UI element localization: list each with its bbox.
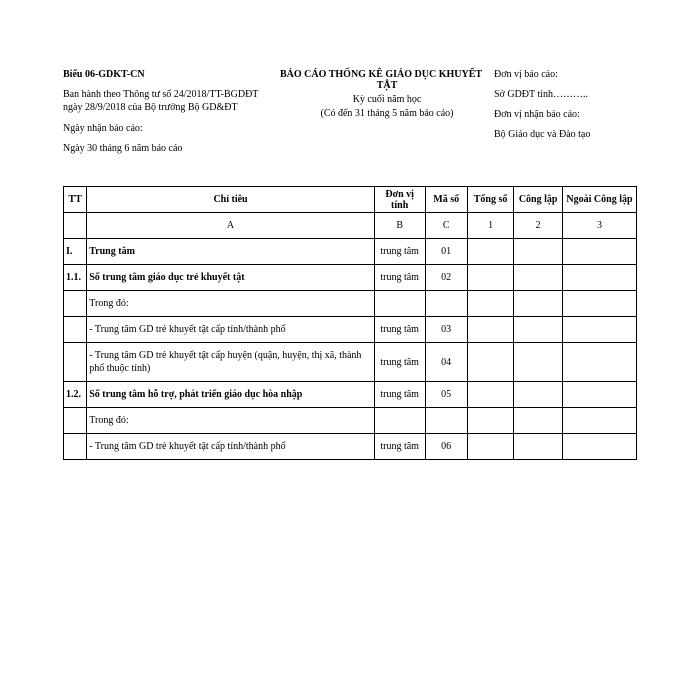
row-indicator: Trong đó: — [87, 408, 375, 434]
col-header-tt: TT — [64, 187, 87, 213]
row-non-public-cell[interactable] — [562, 317, 636, 343]
row-indicator: - Trung tâm GD trẻ khuyết tật cấp tỉnh/thành phố — [87, 434, 375, 460]
row-code: 01 — [425, 239, 467, 265]
row-public-cell[interactable] — [514, 291, 563, 317]
row-code: 05 — [425, 382, 467, 408]
row-unit: trung tâm — [374, 317, 425, 343]
row-tt — [64, 408, 87, 434]
issued-line-2: ngày 28/9/2018 của Bộ trưởng Bộ GD&ĐT — [63, 102, 238, 113]
table-subheader-row — [64, 213, 637, 239]
row-public-cell[interactable] — [514, 408, 563, 434]
table-row — [64, 265, 637, 291]
table-header-row — [64, 187, 637, 213]
row-public-cell[interactable] — [514, 343, 563, 382]
reporting-unit-value: Sở GDĐT tỉnh……….. — [494, 89, 588, 100]
row-total-cell[interactable] — [467, 265, 514, 291]
table-row — [64, 408, 637, 434]
row-tt: I. — [64, 239, 87, 265]
row-non-public-cell[interactable] — [562, 343, 636, 382]
receiving-unit-value: Bộ Giáo dục và Đào tạo — [494, 129, 591, 140]
row-indicator: Trong đó: — [87, 291, 375, 317]
report-period: Kỳ cuối năm học — [352, 94, 422, 105]
col-header-non-public: Ngoài Công lập — [562, 187, 636, 213]
subheader-tt — [64, 213, 87, 239]
receive-date-label: Ngày nhận báo cáo: — [63, 123, 143, 134]
row-non-public-cell[interactable] — [562, 265, 636, 291]
row-tt — [64, 317, 87, 343]
row-code — [425, 291, 467, 317]
row-total-cell[interactable] — [467, 291, 514, 317]
issued-line-1: Ban hành theo Thông tư số 24/2018/TT-BGDĐT — [63, 89, 259, 100]
report-period-note: (Có đến 31 tháng 5 năm báo cáo) — [320, 108, 454, 119]
row-non-public-cell[interactable] — [562, 434, 636, 460]
col-header-unit: Đơn vị tính — [374, 187, 425, 213]
row-indicator: Số trung tâm hỗ trợ, phát triển giáo dục hòa nhập — [87, 382, 375, 408]
table-row — [64, 434, 637, 460]
row-public-cell[interactable] — [514, 239, 563, 265]
row-unit — [374, 408, 425, 434]
table-row — [64, 382, 637, 408]
form-code: Biểu 06-GDKT-CN — [63, 69, 145, 80]
report-table — [63, 186, 637, 460]
row-total-cell[interactable] — [467, 239, 514, 265]
row-unit: trung tâm — [374, 343, 425, 382]
row-code: 03 — [425, 317, 467, 343]
row-non-public-cell[interactable] — [562, 382, 636, 408]
row-total-cell[interactable] — [467, 382, 514, 408]
row-tt: 1.1. — [64, 265, 87, 291]
subheader-total: 1 — [467, 213, 514, 239]
subheader-non-public: 3 — [562, 213, 636, 239]
row-total-cell[interactable] — [467, 434, 514, 460]
receive-date-value: Ngày 30 tháng 6 năm báo cáo — [63, 143, 183, 154]
row-unit: trung tâm — [374, 239, 425, 265]
row-total-cell[interactable] — [467, 408, 514, 434]
row-tt: 1.2. — [64, 382, 87, 408]
row-unit: trung tâm — [374, 265, 425, 291]
row-indicator: - Trung tâm GD trẻ khuyết tật cấp huyện (quận, huyện, thị xã, thành phố thuộc tỉnh) — [87, 343, 375, 382]
row-non-public-cell[interactable] — [562, 408, 636, 434]
row-tt — [64, 291, 87, 317]
row-public-cell[interactable] — [514, 382, 563, 408]
table-row — [64, 343, 637, 382]
row-indicator: Số trung tâm giáo dục trẻ khuyết tật — [87, 265, 375, 291]
col-header-total: Tổng số — [467, 187, 514, 213]
row-indicator: Trung tâm — [87, 239, 375, 265]
row-non-public-cell[interactable] — [562, 291, 636, 317]
row-tt — [64, 434, 87, 460]
row-total-cell[interactable] — [467, 317, 514, 343]
receiving-unit-label: Đơn vị nhận báo cáo: — [494, 109, 580, 120]
row-unit: trung tâm — [374, 434, 425, 460]
row-indicator: - Trung tâm GD trẻ khuyết tật cấp tỉnh/thành phố — [87, 317, 375, 343]
report-title-line-1: BÁO CÁO THỐNG KÊ GIÁO DỤC KHUYẾT — [280, 69, 483, 80]
table-row — [64, 291, 637, 317]
table-row — [64, 239, 637, 265]
subheader-public: 2 — [514, 213, 563, 239]
row-total-cell[interactable] — [467, 343, 514, 382]
subheader-code: C — [425, 213, 467, 239]
row-unit: trung tâm — [374, 382, 425, 408]
subheader-unit: B — [374, 213, 425, 239]
row-public-cell[interactable] — [514, 317, 563, 343]
row-public-cell[interactable] — [514, 434, 563, 460]
row-code: 04 — [425, 343, 467, 382]
col-header-public: Công lập — [514, 187, 563, 213]
row-tt — [64, 343, 87, 382]
row-code — [425, 408, 467, 434]
reporting-unit-label: Đơn vị báo cáo: — [494, 69, 558, 80]
subheader-indicator: A — [87, 213, 375, 239]
row-code: 02 — [425, 265, 467, 291]
row-unit — [374, 291, 425, 317]
col-header-code: Mã số — [425, 187, 467, 213]
row-non-public-cell[interactable] — [562, 239, 636, 265]
table-row — [64, 317, 637, 343]
row-public-cell[interactable] — [514, 265, 563, 291]
row-code: 06 — [425, 434, 467, 460]
col-header-indicator: Chỉ tiêu — [87, 187, 375, 213]
report-title-line-2: TẬT — [376, 80, 398, 91]
